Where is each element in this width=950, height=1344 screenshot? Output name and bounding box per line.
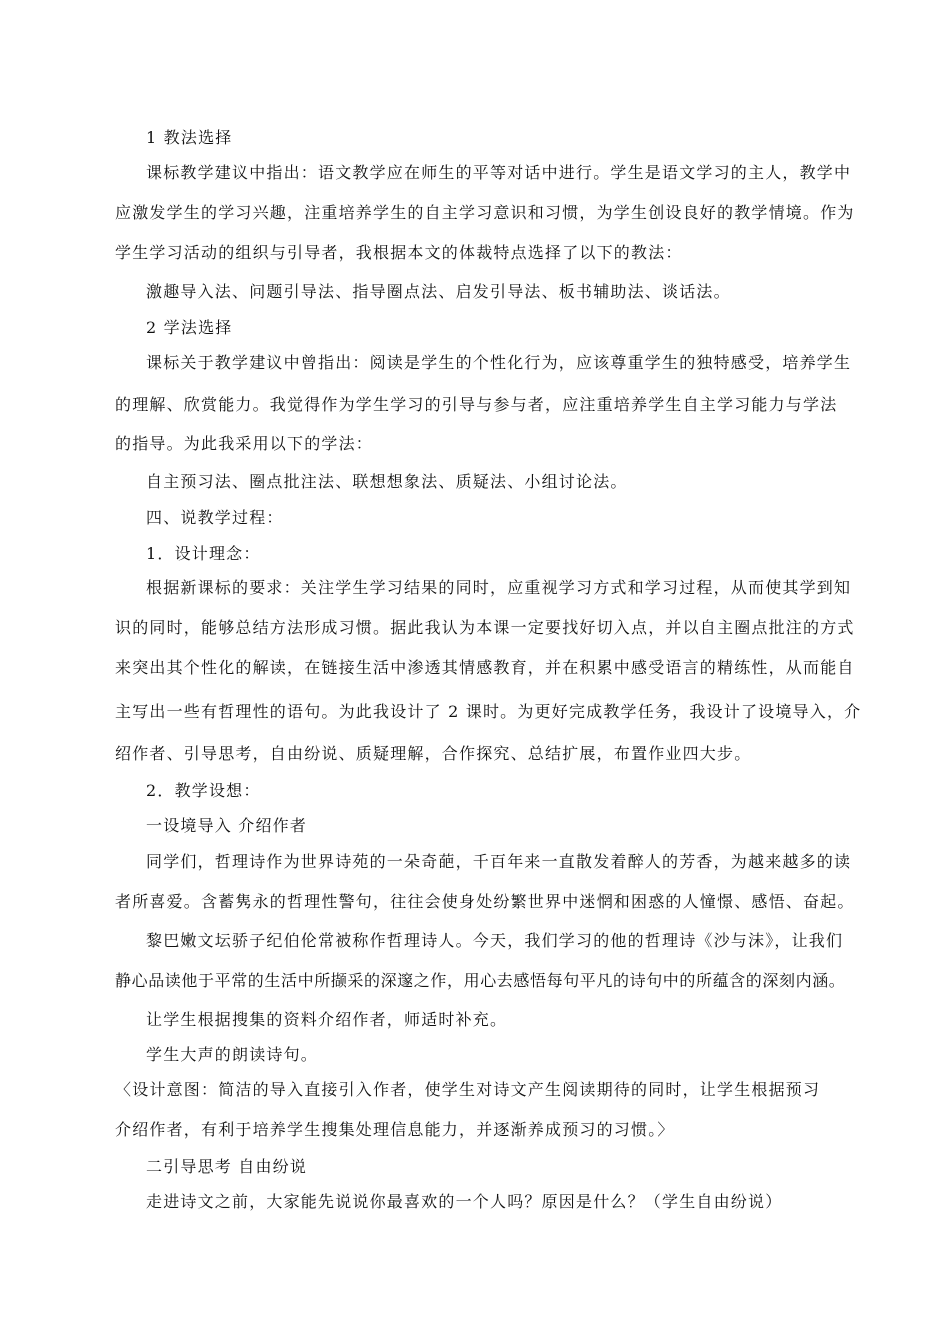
subheading-guided-thinking: 二引导思考 自由纷说	[146, 1157, 308, 1176]
paragraph-line: 课标教学建议中指出：语文教学应在师生的平等对话中进行。学生是语文学习的主人，教学中	[146, 163, 852, 182]
paragraph-line: 同学们，哲理诗作为世界诗苑的一朵奇葩，千百年来一直散发着醉人的芳香，为越来越多的读	[146, 852, 852, 871]
paragraph-line: 的理解、欣赏能力。我觉得作为学生学习的引导与参与者，应注重培养学生自主学习能力与学法	[115, 395, 838, 414]
paragraph-line: 应激发学生的学习兴趣，注重培养学生的自主学习意识和习惯，为学生创设良好的教学情境。作为	[115, 203, 855, 222]
subheading-intro: 一设境导入 介绍作者	[146, 816, 308, 835]
paragraph-line: 学生学习活动的组织与引导者，我根据本文的体裁特点选择了以下的教法：	[115, 243, 683, 262]
design-intent-line: 介绍作者，有利于培养学生搜集处理信息能力，并逐渐养成预习的习惯。〉	[115, 1120, 675, 1139]
paragraph-line: 绍作者、引导思考，自由纷说、质疑理解，合作探究、总结扩展，布置作业四大步。	[115, 744, 752, 763]
paragraph-line: 黎巴嫩文坛骄子纪伯伦常被称作哲理诗人。今天，我们学习的他的哲理诗《沙与沫》，让我们	[146, 931, 844, 950]
paragraph-line: 静心品读他于平常的生活中所撷采的深邃之作，用心去感悟每句平凡的诗句中的所蕴含的深刻内涵。	[115, 971, 846, 990]
heading-learning-method: 2 学法选择	[146, 318, 233, 337]
paragraph-line: 来突出其个性化的解读，在链接生活中渗透其情感教育，并在积累中感受语言的精练性，从而能自	[115, 658, 855, 677]
heading-teaching-plan: 2．教学设想：	[146, 781, 261, 800]
paragraph-line: 主写出一些有哲理性的语句。为此我设计了 2 课时。为更好完成教学任务，我设计了设境导入，介	[115, 702, 862, 721]
paragraph-line: 自主预习法、圈点批注法、联想想象法、质疑法、小组讨论法。	[146, 472, 628, 491]
paragraph-line: 走进诗文之前，大家能先说说你最喜欢的一个人吗？原因是什么？（学生自由纷说）	[146, 1192, 783, 1211]
paragraph-line: 激趣导入法、问题引导法、指导圈点法、启发引导法、板书辅助法、谈话法。	[146, 282, 731, 301]
paragraph-line: 让学生根据搜集的资料介绍作者，师适时补充。	[146, 1010, 508, 1029]
heading-teaching-process: 四、说教学过程：	[146, 508, 284, 527]
design-intent-line: 〈设计意图：简洁的导入直接引入作者，使学生对诗文产生阅读期待的同时，让学生根据预习	[115, 1080, 821, 1099]
paragraph-line: 的指导。为此我采用以下的学法：	[115, 434, 374, 453]
heading-teaching-method: 1 教法选择	[146, 128, 233, 147]
heading-design-concept: 1．设计理念：	[146, 544, 261, 563]
paragraph-line: 学生大声的朗读诗句。	[146, 1045, 319, 1064]
paragraph-line: 者所喜爱。含蓄隽永的哲理性警句，往往会使身处纷繁世界中迷惘和困惑的人憧憬、感悟、奋起。	[115, 892, 855, 911]
paragraph-line: 根据新课标的要求：关注学生学习结果的同时，应重视学习方式和学习过程，从而使其学到知	[146, 578, 852, 597]
paragraph-line: 识的同时，能够总结方法形成习惯。据此我认为本课一定要找好切入点，并以自主圈点批注的方式	[115, 618, 855, 637]
paragraph-line: 课标关于教学建议中曾指出：阅读是学生的个性化行为，应该尊重学生的独特感受，培养学生	[146, 353, 852, 372]
